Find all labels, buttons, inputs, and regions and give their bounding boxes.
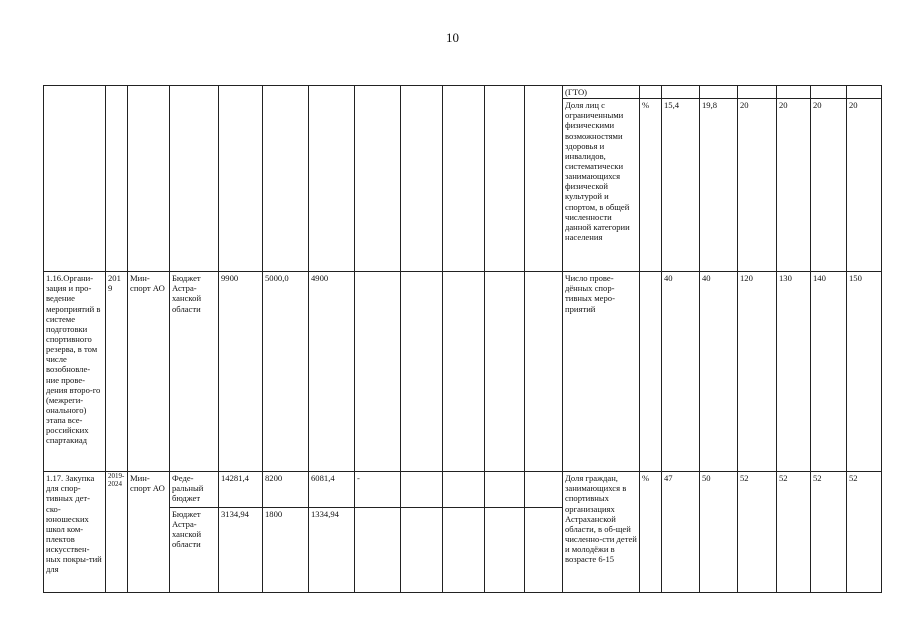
cell-year5 <box>443 472 485 507</box>
cell-year5 <box>443 86 485 272</box>
cell-value <box>700 86 738 99</box>
cell-extra <box>525 86 563 272</box>
cell-value: 40 <box>700 272 738 472</box>
cell-value <box>738 86 777 99</box>
cell-executor: Мин-спорт АО <box>128 272 170 472</box>
cell-year1 <box>263 86 309 272</box>
cell-year1: 8200 <box>263 472 309 507</box>
cell-indicator <box>563 472 640 593</box>
cell-period <box>106 86 128 272</box>
cell-value: 20 <box>847 99 882 272</box>
cell-year3 <box>355 272 401 472</box>
cell-name <box>44 86 106 272</box>
cell-indicator: Число прове-дённых спор-тивных меро-приятий <box>563 272 640 472</box>
cell-source: Феде-ральный бюджет <box>170 472 219 507</box>
cell-period: 2019-2024 <box>106 472 128 593</box>
cell-executor: Мин-спорт АО <box>128 472 170 593</box>
program-table <box>43 85 882 593</box>
cell-year2 <box>309 86 355 272</box>
cell-total: 14281,4 <box>219 472 263 507</box>
cell-year2: 6081,4 <box>309 472 355 507</box>
cell-unit <box>640 272 662 472</box>
cell-year1: 1800 <box>263 507 309 593</box>
cell-year3 <box>355 507 401 593</box>
cell-indicator: Доля лиц с ограниченными физическими возможностями здоровья и инвалидов, систематически занимающихся физической культурой и спортом, в общей численности данной категории населения <box>563 99 640 272</box>
cell-value: 130 <box>777 272 811 472</box>
cell-extra <box>525 472 563 507</box>
cell-year4 <box>401 272 443 472</box>
cell-name: 1.16.Органи-зация и про-ведение мероприятий в системе подготовки спортивного резерва, в том числе возобновле-ние прове-дения второ-го (межреги-онального) этапа все-российских спартакиад <box>44 272 106 472</box>
cell-value: 20 <box>738 99 777 272</box>
cell-value: 52 <box>777 472 811 593</box>
cell-year6 <box>485 86 525 272</box>
cell-year4 <box>401 507 443 593</box>
cell-value: 52 <box>811 472 847 593</box>
cell-year3: - <box>355 472 401 507</box>
cell-total: 3134,94 <box>219 507 263 593</box>
cell-name <box>44 472 106 593</box>
cell-year2: 4900 <box>309 272 355 472</box>
cell-year3 <box>355 86 401 272</box>
cell-name-text: 1.17. Закупка для спор-тивных дет-ско-юношеских школ ком-плектов искусствен-ных покры-тий для <box>46 473 102 575</box>
cell-indicator: (ГТО) <box>563 86 640 99</box>
cell-source: Бюджет Астра-ханской области <box>170 507 219 593</box>
page-number: 10 <box>446 30 459 45</box>
cell-value: 150 <box>847 272 882 472</box>
cell-year6 <box>485 272 525 472</box>
cell-year4 <box>401 86 443 272</box>
cell-value: 19,8 <box>700 99 738 272</box>
cell-year6 <box>485 507 525 593</box>
table-row-gto <box>44 86 882 99</box>
cell-value: 47 <box>662 472 700 593</box>
cell-year2: 1334,94 <box>309 507 355 593</box>
cell-value <box>811 86 847 99</box>
cell-value <box>777 86 811 99</box>
cell-year5 <box>443 272 485 472</box>
cell-extra <box>525 507 563 593</box>
cell-value: 52 <box>847 472 882 593</box>
cell-indicator-text: Доля граждан, занимающихся в спортивных организациях Астраханской области, в об-щей численно-сти детей и молодёжи в возрасте 6-15 <box>565 473 637 565</box>
cell-source: Бюджет Астра-ханской области <box>170 272 219 472</box>
cell-value: 20 <box>811 99 847 272</box>
cell-year1: 5000,0 <box>263 272 309 472</box>
cell-unit <box>640 86 662 99</box>
cell-period: 2019 <box>106 272 128 472</box>
cell-year5 <box>443 507 485 593</box>
cell-year4 <box>401 472 443 507</box>
cell-executor <box>128 86 170 272</box>
cell-value: 120 <box>738 272 777 472</box>
cell-value: 15,4 <box>662 99 700 272</box>
cell-value: 140 <box>811 272 847 472</box>
cell-source <box>170 86 219 272</box>
cell-unit: % <box>640 99 662 272</box>
cell-total <box>219 86 263 272</box>
cell-extra <box>525 272 563 472</box>
table-row-1-16 <box>44 272 882 472</box>
cell-value <box>662 86 700 99</box>
cell-value: 40 <box>662 272 700 472</box>
table-row-1-17 <box>44 472 882 507</box>
cell-unit: % <box>640 472 662 593</box>
cell-value: 50 <box>700 472 738 593</box>
cell-value: 20 <box>777 99 811 272</box>
cell-value <box>847 86 882 99</box>
cell-value: 52 <box>738 472 777 593</box>
cell-total: 9900 <box>219 272 263 472</box>
cell-year6 <box>485 472 525 507</box>
